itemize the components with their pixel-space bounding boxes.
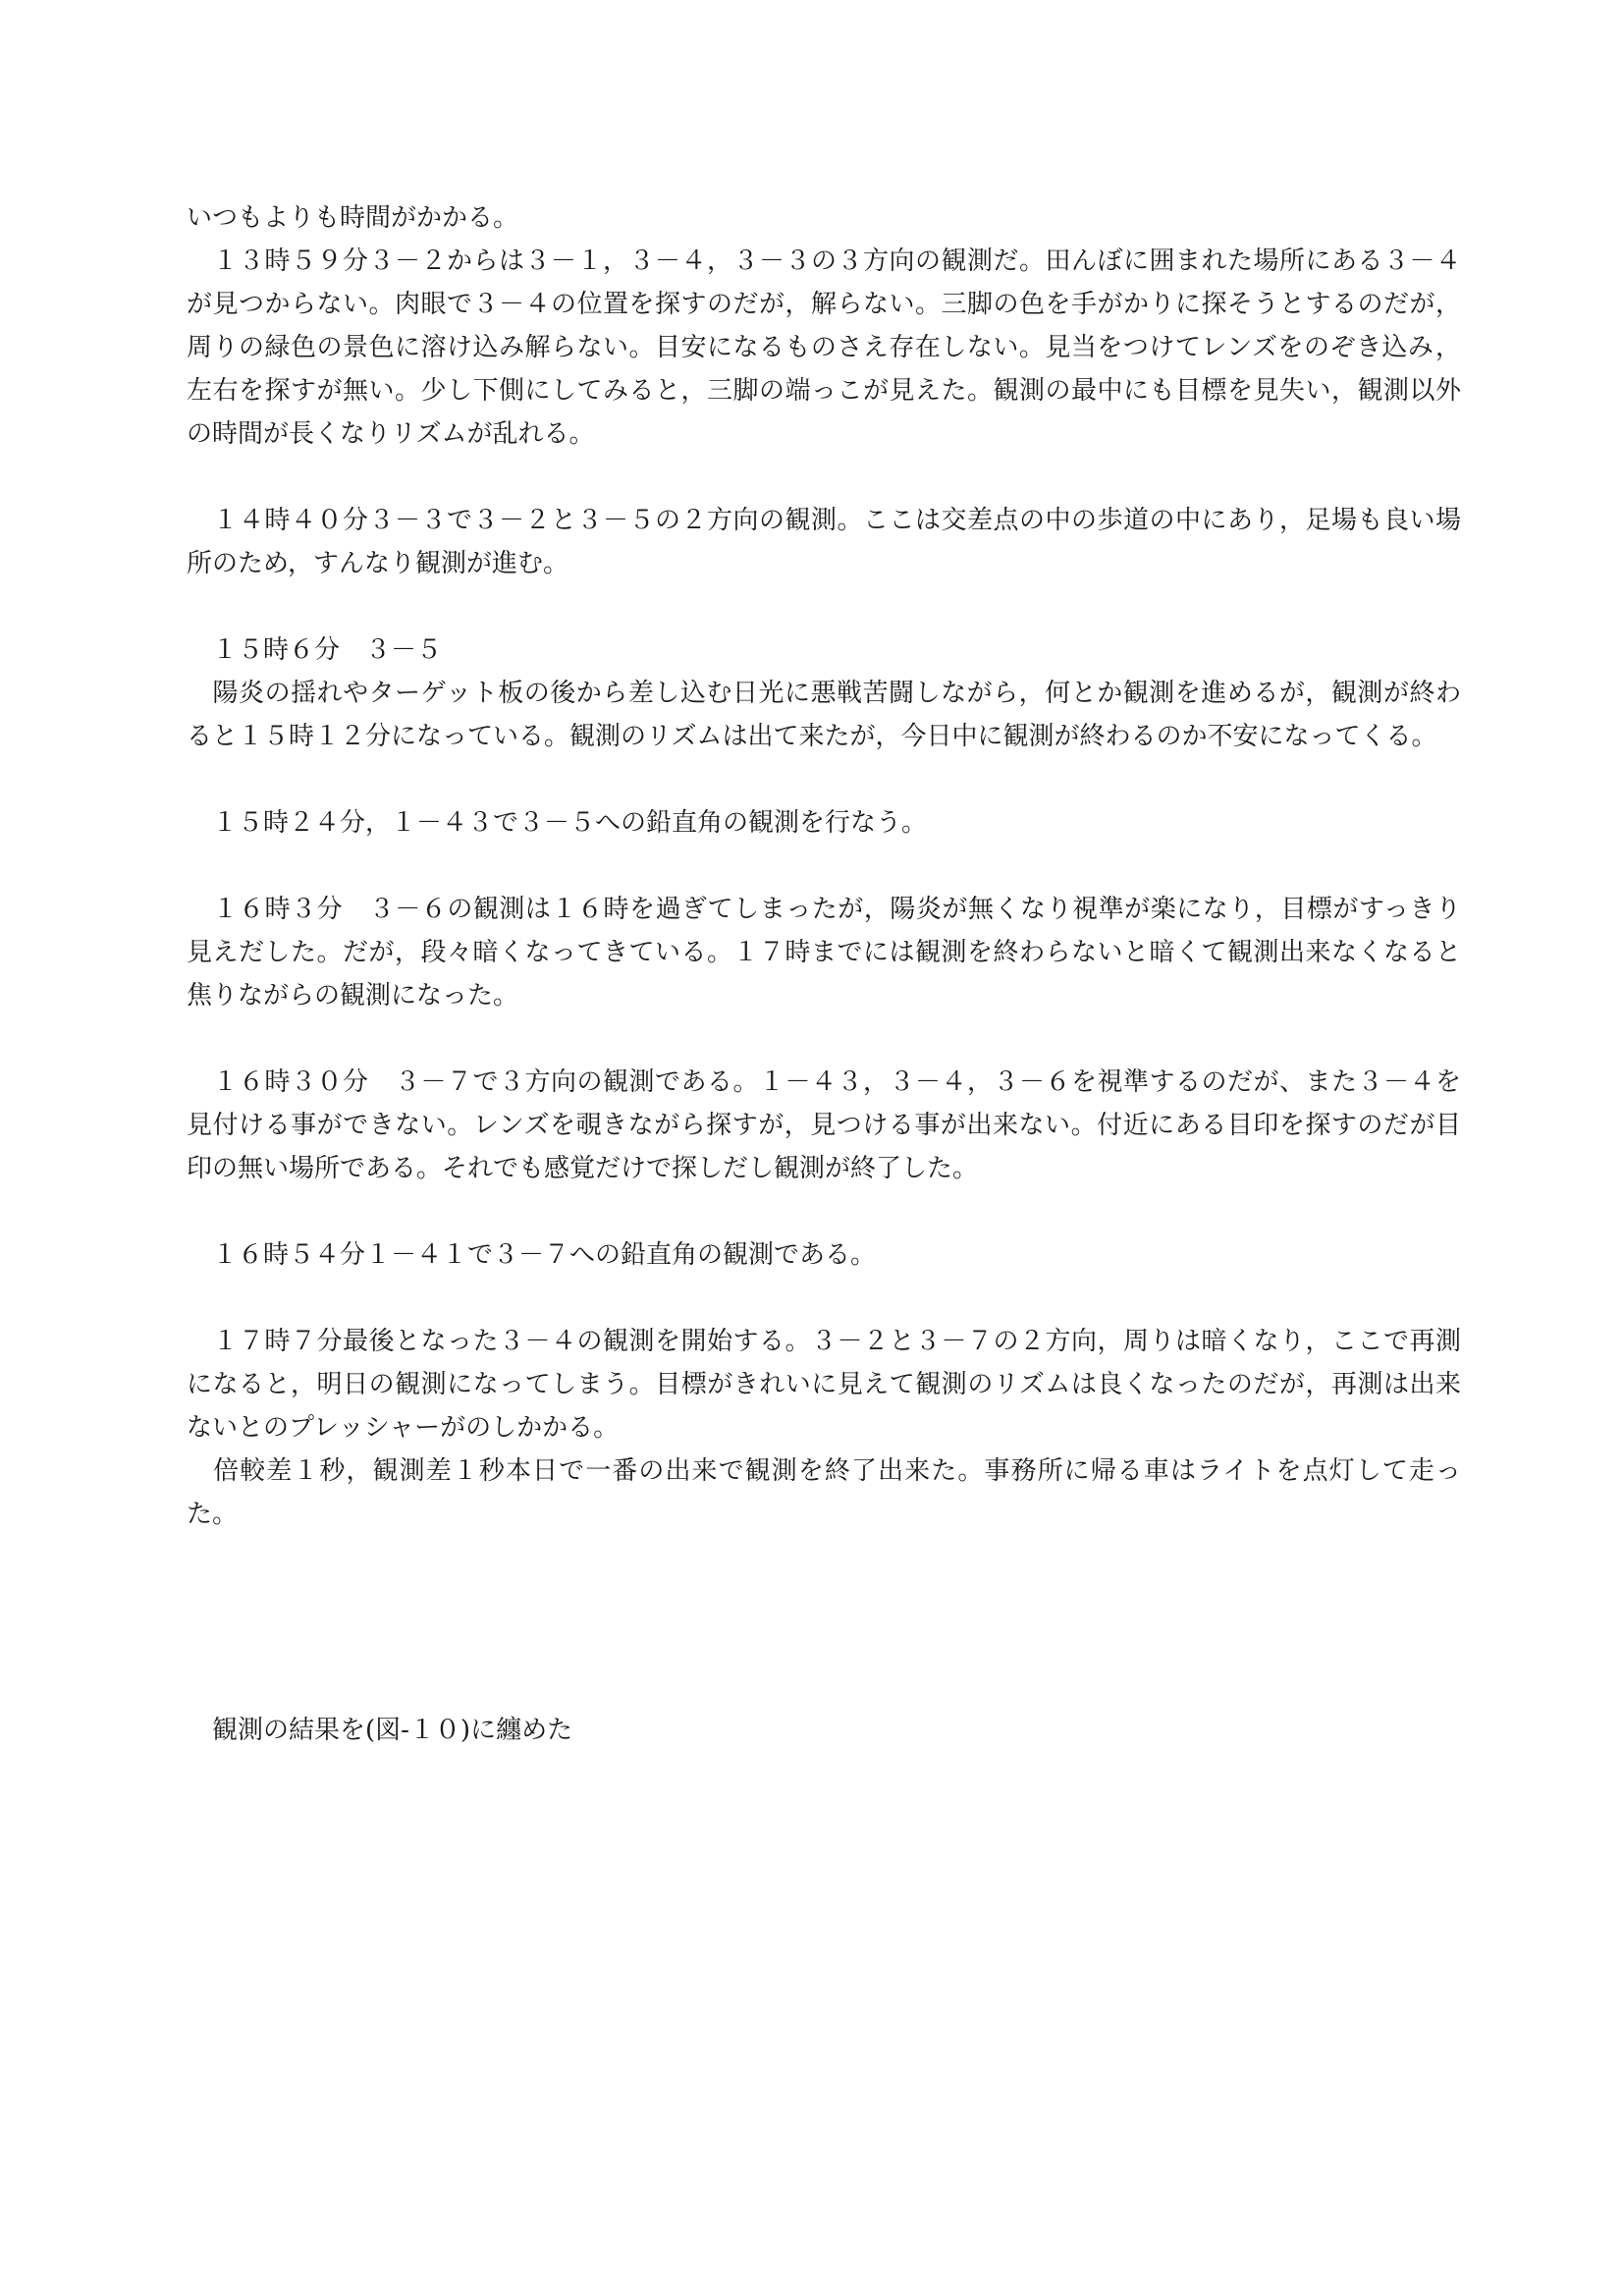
paragraph-9: １６時５４分１－４１で３－７への鉛直角の観測である。 xyxy=(187,1240,877,1270)
paragraph-8: １６時３０分 ３－７で３方向の観測である。１－４３，３－４，３－６を視準するのだが、また３－４を見付ける事ができない。レンズを覗きながら探すが，見つける事が出来ない。付近にある目印を探すのだが目印の無い場所である。それでも感覚だけで探しだし観測が終了した。 xyxy=(187,1067,1461,1183)
paragraph-12: 観測の結果を(図-１０)に纏めた xyxy=(187,1716,573,1745)
body-text xyxy=(187,196,1461,1752)
paragraph-4: １５時６分 ３－５ xyxy=(187,635,443,665)
paragraph-10: １７時７分最後となった３－４の観測を開始する。３－２と３－７の２方向，周りは暗くなり，ここで再測になると，明日の観測になってしまう。目標がきれいに見えて観測のリズムは良くなったのだが，再測は出来ないとのプレッシャーがのしかかる。 xyxy=(187,1327,1461,1443)
paragraph-5: 陽炎の揺れやターゲット板の後から差し込む日光に悪戦苦闘しながら，何とか観測を進めるが，観測が終わると１５時１２分になっている。観測のリズムは出て来たが，今日中に観測が終わるのか不安になってくる。 xyxy=(187,679,1461,751)
paragraph-7: １６時３分 ３－６の観測は１６時を過ぎてしまったが，陽炎が無くなり視準が楽になり，目標がすっきり見えだした。だが，段々暗くなってきている。１７時までには観測を終わらないと暗くて観測出来なくなると焦りながらの観測になった。 xyxy=(187,895,1461,1011)
paragraph-1: いつもよりも時間がかかる。 xyxy=(187,203,519,233)
paragraph-11: 倍較差１秒，観測差１秒本日で一番の出来で観測を終了出来た。事務所に帰る車はライトを点灯して走った。 xyxy=(187,1456,1461,1529)
paragraph-6: １５時２４分，１－４３で３－５への鉛直角の観測を行なう。 xyxy=(187,808,928,838)
paragraph-2: １３時５９分３－２からは３－１，３－４，３－３の３方向の観測だ。田んぼに囲まれた場所にある３－４が見つからない。肉眼で３－４の位置を探すのだが，解らない。三脚の色を手がかりに探そうとするのだが，周りの緑色の景色に溶け込み解らない。目安になるものさえ存在しない。見当をつけてレンズをのぞき込み，左右を探すが無い。少し下側にしてみると，三脚の端っこが見えた。観測の最中にも目標を見失い，観測以外の時間が長くなりリズムが乱れる。 xyxy=(187,246,1461,449)
paragraph-3: １４時４０分３－３で３－２と３－５の２方向の観測。ここは交差点の中の歩道の中にあり，足場も良い場所のため，すんなり観測が進む。 xyxy=(187,506,1461,578)
